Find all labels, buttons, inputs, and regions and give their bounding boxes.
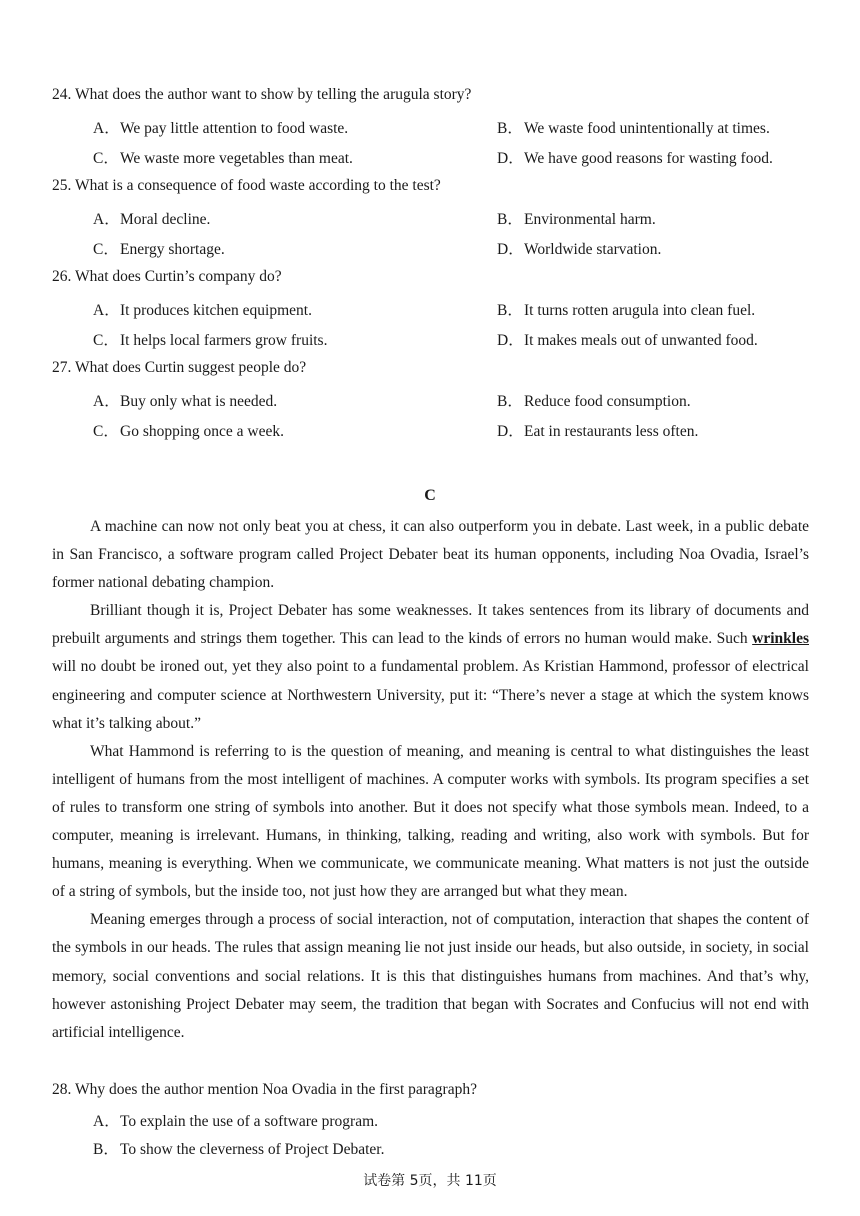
- question-24-option-b[interactable]: B．We waste food unintentionally at times.: [497, 120, 770, 137]
- passage-paragraph-2: Brilliant though it is, Project Debater has some weaknesses. It takes sentences from its library of documents and prebuilt arguments and strings them together. This can lead to the kinds of errors no human would make. Such wrinkles will no doubt be ironed out, yet they also point to a fundamental problem. As Kristian Hammond, professor of electrical engineering and computer science at Northwestern University, put it: “There’s never a stage at which the system knows what it’s talking about.”: [52, 602, 809, 732]
- passage-paragraph-1: A machine can now not only beat you at chess, it can also outperform you in debate. Last week, in a public debate in San Francisco, a software program called Project Debater beat its human opponents, including Noa Ovadia, Israel’s former national debating champion.: [52, 518, 809, 592]
- question-25-option-a[interactable]: A．Moral decline.: [93, 211, 211, 228]
- page-footer: 试卷第 5页，共 11页: [363, 1173, 497, 1189]
- highlighted-term: wrinkles: [752, 630, 809, 648]
- question-27-stem: 27. What does Curtin suggest people do?: [52, 359, 307, 376]
- question-27-option-a[interactable]: A．Buy only what is needed.: [93, 393, 278, 410]
- question-26-option-a[interactable]: A．It produces kitchen equipment.: [93, 302, 312, 319]
- question-25-stem: 25. What is a consequence of food waste according to the test?: [52, 177, 441, 194]
- question-24-stem: 24. What does the author want to show by telling the arugula story?: [52, 86, 472, 103]
- question-25-option-c[interactable]: C．Energy shortage.: [93, 241, 225, 258]
- question-26-stem: 26. What does Curtin’s company do?: [52, 268, 282, 285]
- question-26-option-d[interactable]: D．It makes meals out of unwanted food.: [497, 332, 758, 349]
- question-25-option-d[interactable]: D．Worldwide starvation.: [497, 241, 662, 258]
- question-27-option-d[interactable]: D．Eat in restaurants less often.: [497, 423, 699, 440]
- question-28-stem: 28. Why does the author mention Noa Ovadia in the first paragraph?: [52, 1081, 477, 1098]
- section-title: C: [424, 487, 436, 504]
- question-28-option-a[interactable]: A．To explain the use of a software program.: [93, 1113, 379, 1130]
- question-26-option-c[interactable]: C．It helps local farmers grow fruits.: [93, 332, 328, 349]
- question-24-option-c[interactable]: C．We waste more vegetables than meat.: [93, 150, 353, 167]
- question-28-option-b[interactable]: B．To show the cleverness of Project Debater.: [93, 1141, 385, 1158]
- passage-paragraph-4: Meaning emerges through a process of social interaction, not of computation, interaction that shapes the content of the symbols in our heads. The rules that assign meaning lie not just inside our heads, but also outside, in society, in social memory, social conventions and social relations. It is this that distinguishes humans from machines. And that’s why, however astonishing Project Debater may seem, the tradition that began with Socrates and Confucius will not end with artificial intelligence.: [52, 911, 809, 1041]
- passage-paragraph-3: What Hammond is referring to is the question of meaning, and meaning is central to what distinguishes the least intelligent of humans from the most intelligent of machines. A computer works with symbols. Its program specifies a set of rules to transform one string of symbols into another. But it does not specify what those symbols mean. Indeed, to a computer, meaning is irrelevant. Humans, in thinking, talking, reading and writing, also work with symbols. But for humans, meaning is everything. When we communicate, we communicate meaning. What matters is not just the outside of a string of symbols, but the inside too, not just how they are arranged but what they mean.: [52, 742, 809, 901]
- question-24-option-a[interactable]: A．We pay little attention to food waste.: [93, 120, 349, 137]
- question-25-option-b[interactable]: B．Environmental harm.: [497, 211, 656, 228]
- question-26-option-b[interactable]: B．It turns rotten arugula into clean fuel.: [497, 302, 756, 319]
- question-27-option-c[interactable]: C．Go shopping once a week.: [93, 423, 284, 440]
- reading-passage: [52, 513, 809, 1047]
- question-27-option-b[interactable]: B．Reduce food consumption.: [497, 393, 691, 410]
- question-24-option-d[interactable]: D．We have good reasons for wasting food.: [497, 150, 773, 167]
